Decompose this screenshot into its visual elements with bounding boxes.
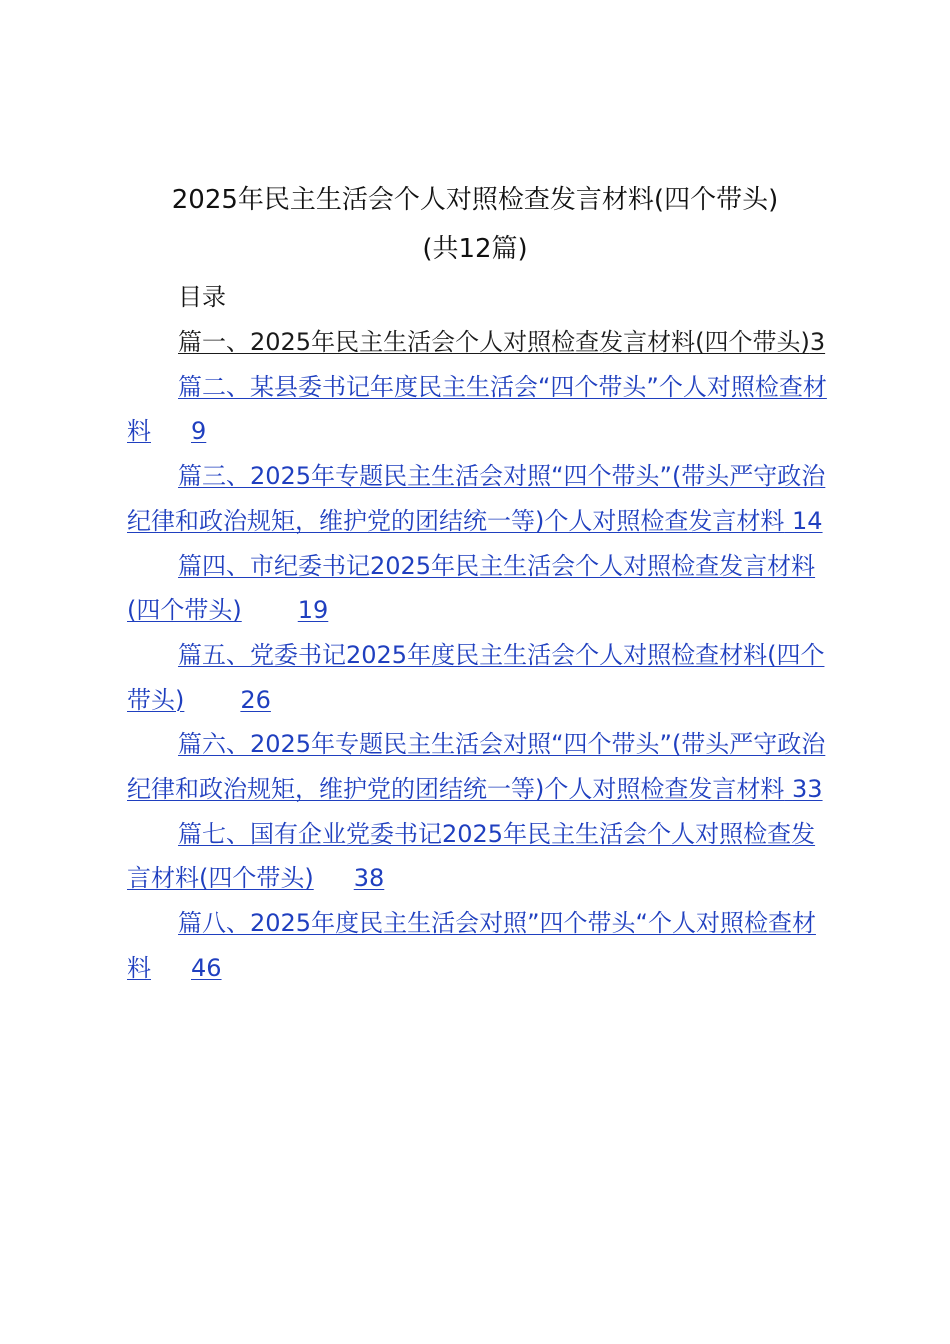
toc-entry-page: 14 — [792, 506, 823, 535]
toc-entry-title: 篇三、2025年专题民主生活会对照“四个带头”(带头严守政治纪律和政治规矩，维护党的团结统一等)个人对照检查发言材料 — [127, 462, 826, 535]
toc-link-6[interactable] — [127, 730, 825, 803]
toc-link-2[interactable] — [127, 373, 827, 446]
toc-item-1 — [127, 320, 827, 365]
toc-entry-page: 19 — [297, 596, 329, 625]
toc-link-8[interactable] — [127, 909, 816, 982]
toc-entry-title: 篇一、2025年民主生活会个人对照检查发言材料(四个带头) — [178, 328, 810, 356]
toc-entry-page: 38 — [353, 864, 385, 893]
toc-entry-page: 3 — [809, 328, 826, 356]
toc-link-7[interactable] — [127, 820, 815, 893]
toc-entry-title: 篇四、市纪委书记2025年民主生活会个人对照检查发言材料(四个带头) — [127, 551, 816, 625]
toc-entry-page: 33 — [792, 775, 823, 804]
toc-entry-title: 篇五、党委书记2025年度民主生活会个人对照检查材料(四个带头) — [127, 640, 825, 714]
toc-item-7 — [127, 812, 827, 901]
toc-item-5 — [127, 633, 827, 722]
toc-entry-page: 46 — [191, 953, 222, 982]
document-title: 2025年民主生活会个人对照检查发言材料(四个带头) — [171, 185, 779, 215]
toc-entry-title: 篇二、某县委书记年度民主生活会“四个带头”个人对照检查材料 — [127, 372, 827, 446]
toc-item-6 — [127, 722, 827, 811]
toc-entry-title: 篇六、2025年专题民主生活会对照“四个带头”(带头严守政治纪律和政治规矩，维护党的团结统一等)个人对照检查发言材料 — [127, 730, 826, 804]
toc-entry-page: 26 — [240, 685, 271, 714]
toc-link-5[interactable] — [127, 641, 824, 714]
toc-item-8 — [127, 901, 827, 990]
toc-item-3 — [127, 454, 827, 543]
toc-item-2 — [127, 365, 827, 454]
toc-heading: 目录 — [178, 283, 226, 311]
toc-entry-title: 篇七、国有企业党委书记2025年民主生活会个人对照检查发言材料(四个带头) — [127, 819, 816, 893]
toc-item-4 — [127, 544, 827, 633]
toc-link-4[interactable] — [127, 552, 815, 625]
table-of-contents — [127, 320, 827, 991]
toc-link-1[interactable] — [178, 328, 825, 356]
toc-entry-page: 9 — [191, 417, 207, 446]
toc-entry-title: 篇八、2025年度民主生活会对照”四个带头“个人对照检查材料 — [127, 909, 816, 982]
toc-link-3[interactable] — [127, 462, 825, 535]
document-subtitle: (共12篇) — [422, 234, 528, 264]
